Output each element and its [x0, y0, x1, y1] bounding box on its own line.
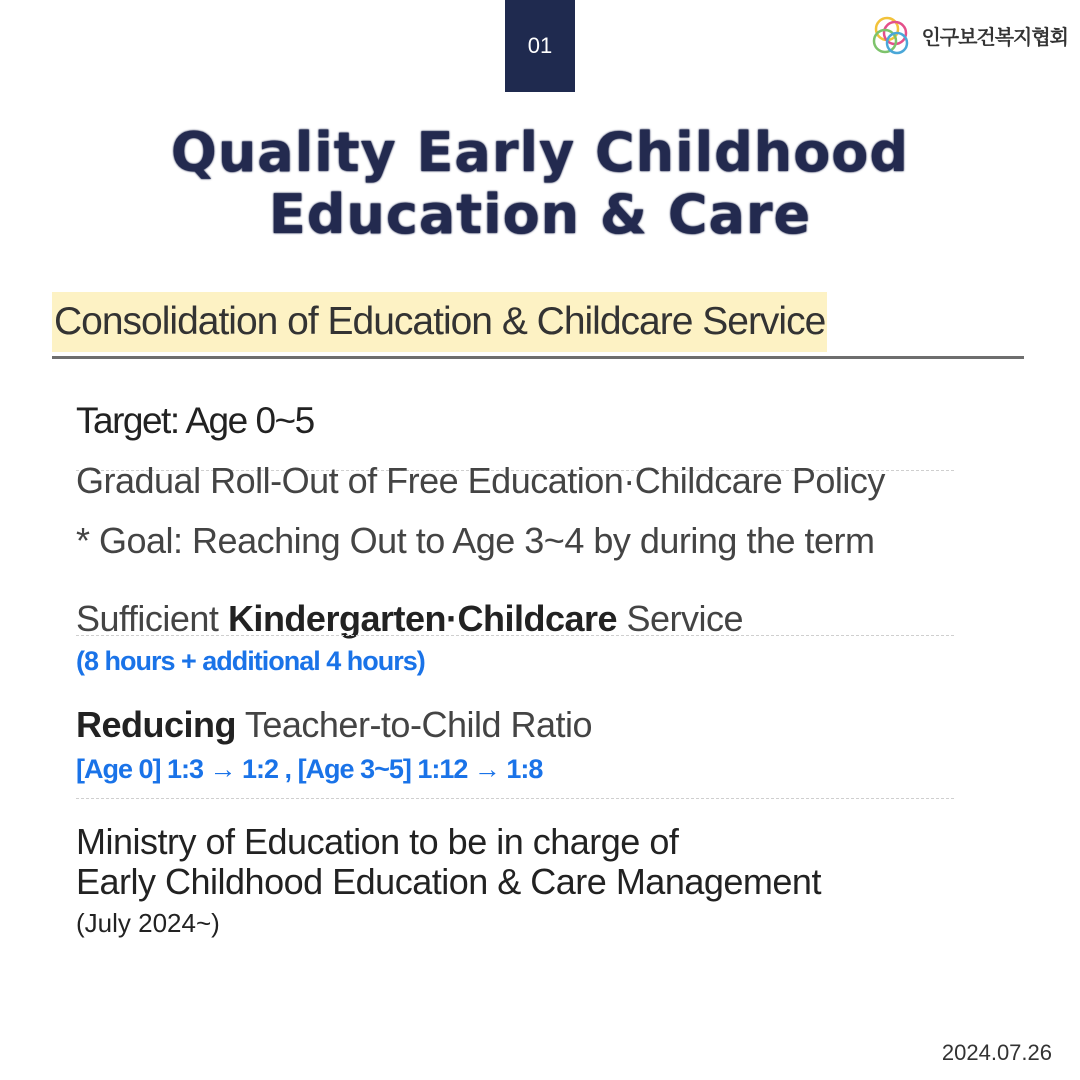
- title-line-1: Quality Early Childhood: [170, 121, 910, 184]
- date-label: 2024.07.26: [941, 1040, 1052, 1065]
- service-bold: Kindergarten·Childcare: [227, 598, 618, 639]
- target-age: Target: Age 0~5: [76, 400, 314, 441]
- organization-logo: [867, 10, 1068, 60]
- logo-rings-icon: [867, 11, 915, 59]
- service-detail: (8 hours + additional 4 hours): [76, 646, 425, 676]
- page-number: 01: [527, 33, 553, 58]
- title-line-2: Education & Care: [268, 183, 812, 246]
- service-line: [76, 598, 743, 640]
- ratio-rest: Teacher-to-Child Ratio: [236, 704, 593, 745]
- logo-text: 인구보건복지협회: [921, 24, 1068, 49]
- policy-line-2: * Goal: Reaching Out to Age 3~4 by during the term: [76, 520, 875, 561]
- divider: [76, 798, 954, 799]
- divider: [76, 635, 954, 636]
- ministry-line-2: Early Childhood Education & Care Management: [76, 861, 821, 902]
- service-prefix: Sufficient: [76, 598, 228, 639]
- page-number-badge: [505, 0, 575, 92]
- page-title: [0, 122, 1080, 246]
- ratio-line: [76, 704, 592, 746]
- ratio-detail: [Age 0] 1:3 → 1:2 , [Age 3~5] 1:12 → 1:8: [76, 754, 543, 784]
- policy-line-1: Gradual Roll-Out of Free Education·Childcare Policy: [76, 460, 885, 501]
- ministry-line-1: Ministry of Education to be in charge of: [76, 821, 679, 862]
- section-heading-text: Consolidation of Education & Childcare Service: [52, 292, 827, 352]
- ministry-note: (July 2024~): [76, 908, 220, 938]
- ratio-bold: Reducing: [76, 704, 237, 745]
- service-suffix: Service: [617, 598, 744, 639]
- section-heading: [52, 292, 1024, 359]
